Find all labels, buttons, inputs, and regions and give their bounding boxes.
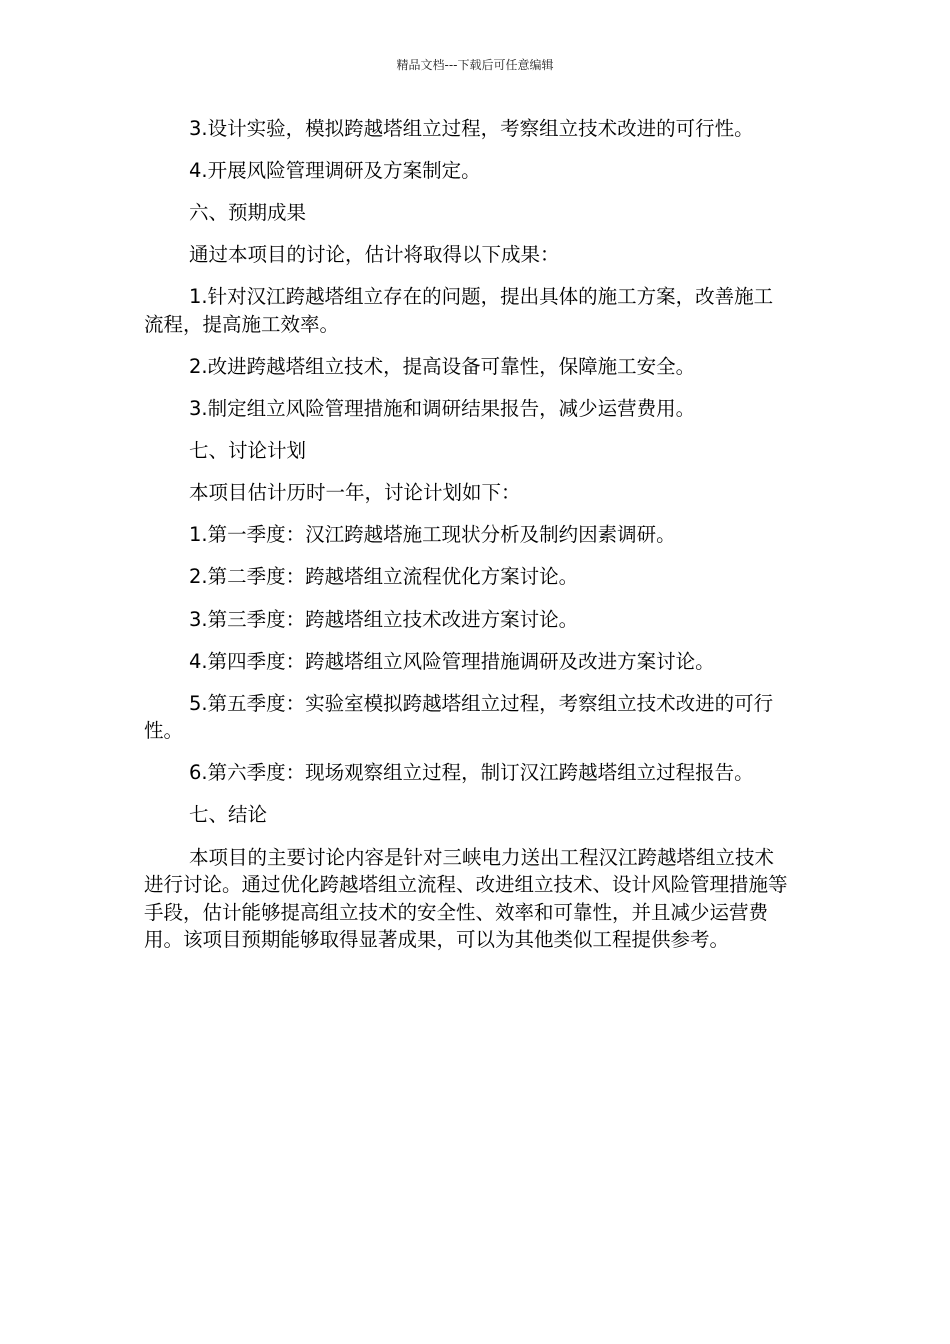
list-item-design-experiment: 3.设计实验，模拟跨越塔组立过程，考察组立技术改进的可行性。 (189, 117, 754, 140)
list-item-plan-q1: 1.第一季度：汉江跨越塔施工现状分析及制约因素调研。 (189, 523, 676, 547)
paragraph-results-intro: 通过本项目的讨论，估计将取得以下成果： (189, 243, 560, 267)
list-item-plan-q5: 5.第五季度：实验室模拟跨越塔组立过程，考察组立技术改进的可行性。 (144, 691, 774, 743)
section-heading-plan: 七、讨论计划 (189, 439, 307, 463)
list-item-result-1: 1.针对汉江跨越塔组立存在的问题，提出具体的施工方案，改善施工流程，提高施工效率。 (144, 285, 774, 336)
list-item-plan-q6: 6.第六季度：现场观察组立过程，制订汉江跨越塔组立过程报告。 (189, 761, 754, 785)
section-heading-expected-results: 六、预期成果 (189, 201, 307, 225)
document-body (144, 115, 792, 968)
page-header: 精品文档---下载后可任意编辑 (396, 58, 554, 72)
section-heading-conclusion: 七、结论 (189, 803, 268, 827)
list-item-result-2: 2.改进跨越塔组立技术，提高设备可靠性，保障施工安全。 (189, 354, 696, 378)
paragraph-conclusion: 本项目的主要讨论内容是针对三峡电力送出工程汉江跨越塔组立技术进行讨论。通过优化跨越塔组立流程、改进组立技术、设计风险管理措施等手段，估计能够提高组立技术的安全性、效率和可靠性，并且减少运营费用。该项目预期能够取得显著成果，可以为其他类似工程提供参考。 (144, 845, 788, 951)
paragraph-plan-intro: 本项目估计历时一年，讨论计划如下： (189, 481, 521, 505)
list-item-result-3: 3.制定组立风险管理措施和调研结果报告，减少运营费用。 (189, 397, 696, 421)
list-item-plan-q2: 2.第二季度：跨越塔组立流程优化方案讨论。 (189, 565, 579, 589)
list-item-plan-q3: 3.第三季度：跨越塔组立技术改进方案讨论。 (189, 607, 579, 631)
list-item-risk-research: 4.开展风险管理调研及方案制定。 (189, 159, 481, 183)
list-item-plan-q4: 4.第四季度：跨越塔组立风险管理措施调研及改进方案讨论。 (189, 649, 715, 673)
